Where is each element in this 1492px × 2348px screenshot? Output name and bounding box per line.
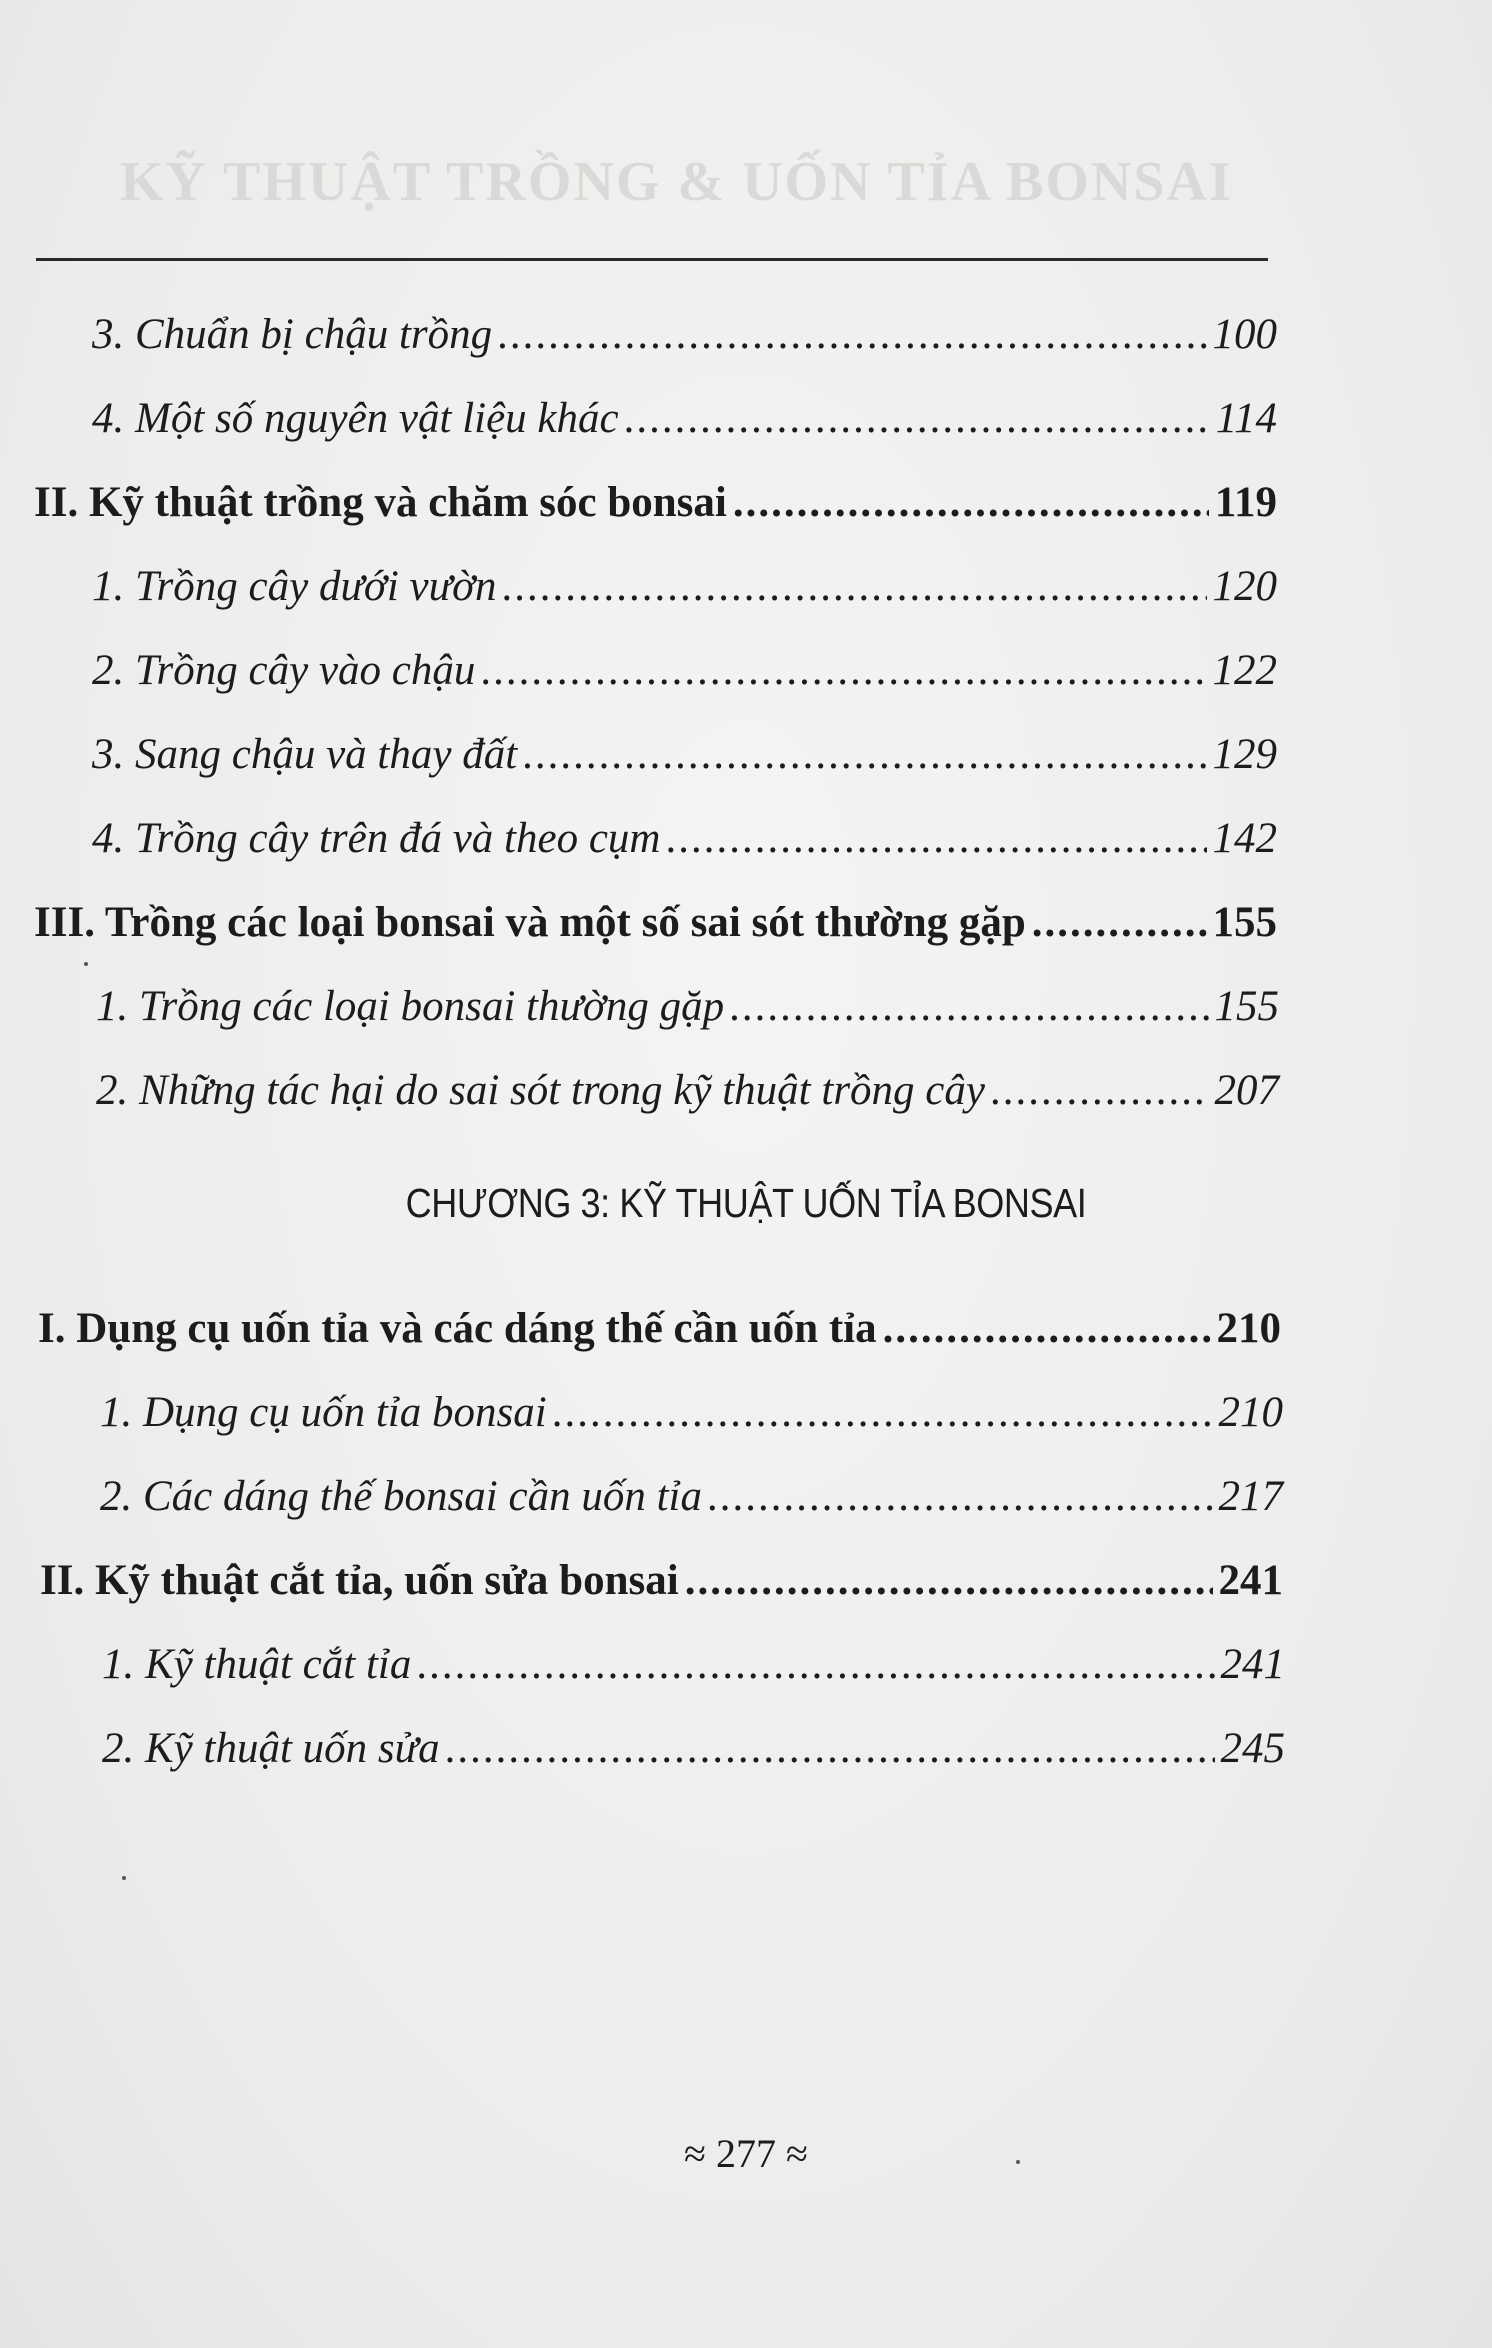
print-speck [1016, 2160, 1020, 2164]
toc-entry-page: 129 [1212, 731, 1277, 778]
toc-entry-page: 210 [1218, 1389, 1283, 1436]
toc-entry-label: 2. Những tác hại do sai sót trong kỹ thuật trồng cây [96, 1067, 985, 1114]
toc-entry-page: 210 [1216, 1305, 1281, 1352]
toc-entry-label: I. Dụng cụ uốn tỉa và các dáng thế cần uốn tỉa [38, 1305, 877, 1352]
dot-leader [446, 1724, 1215, 1773]
dot-leader [666, 814, 1206, 863]
toc-entry [92, 646, 1277, 695]
toc-entry [92, 814, 1277, 863]
print-speck [122, 1876, 126, 1880]
dot-leader [991, 1066, 1209, 1115]
dot-leader [1032, 898, 1207, 947]
toc-entry [100, 1388, 1283, 1437]
toc-entry-page: 120 [1212, 563, 1277, 610]
dot-leader [730, 982, 1208, 1031]
toc-entry-page: 155 [1212, 899, 1277, 946]
toc-entry [40, 1556, 1283, 1605]
toc-entry-label: 2. Các dáng thế bonsai cần uốn tỉa [100, 1473, 702, 1520]
toc-entry-page: 119 [1214, 479, 1277, 526]
toc-entry-page: 155 [1214, 983, 1279, 1030]
toc-entry [100, 1472, 1283, 1521]
toc-entry-label: 1. Trồng cây dưới vườn [92, 563, 497, 610]
toc-entry-page: 241 [1220, 1641, 1285, 1688]
toc-entry-label: 1. Kỹ thuật cắt tỉa [102, 1641, 412, 1688]
dot-leader [498, 310, 1206, 359]
dot-leader [523, 730, 1206, 779]
toc-entry-label: III. Trồng các loại bonsai và một số sai sót thường gặp [34, 899, 1026, 946]
toc-entry-label: 2. Trồng cây vào chậu [92, 647, 476, 694]
dot-leader [553, 1388, 1213, 1437]
toc-entry-page: 207 [1214, 1067, 1279, 1114]
toc-entry-label: 4. Trồng cây trên đá và theo cụm [92, 815, 661, 862]
toc-entry [92, 394, 1277, 443]
dot-leader [625, 394, 1210, 443]
toc-entry-label: II. Kỹ thuật cắt tỉa, uốn sửa bonsai [40, 1557, 679, 1604]
toc-entry [96, 1066, 1279, 1115]
dot-leader [733, 478, 1209, 527]
toc-entry-page: 122 [1212, 647, 1277, 694]
toc-entry-label: II. Kỹ thuật trồng và chăm sóc bonsai [34, 479, 727, 526]
toc-entry [102, 1724, 1285, 1773]
toc-entry-label: 3. Chuẩn bị chậu trồng [92, 311, 493, 358]
toc-entry [92, 562, 1277, 611]
toc-entry-page: 217 [1218, 1473, 1283, 1520]
header-rule [36, 258, 1268, 261]
page-number: ≈ 277 ≈ [684, 2131, 808, 2176]
toc-entry [34, 478, 1277, 527]
toc-entry [34, 898, 1277, 947]
toc-entry-label: 2. Kỹ thuật uốn sửa [102, 1725, 440, 1772]
chapter-heading: CHƯƠNG 3: KỸ THUẬT UỐN TỈA BONSAI [405, 1180, 1087, 1226]
toc-entry-page: 114 [1215, 395, 1277, 442]
toc-entry-label: 3. Sang chậu và thay đất [92, 731, 518, 778]
toc-entry-label: 1. Dụng cụ uốn tỉa bonsai [100, 1389, 547, 1436]
print-speck [84, 962, 88, 966]
dot-leader [708, 1472, 1213, 1521]
dot-leader [883, 1304, 1211, 1353]
toc-entry [102, 1640, 1285, 1689]
toc-entry-label: 4. Một số nguyên vật liệu khác [92, 395, 619, 442]
toc-entry [92, 310, 1277, 359]
toc-entry-page: 241 [1218, 1557, 1283, 1604]
toc-entry [96, 982, 1279, 1031]
dot-leader [481, 646, 1206, 695]
toc-entry [92, 730, 1277, 779]
dot-leader [417, 1640, 1214, 1689]
dot-leader [503, 562, 1207, 611]
show-through-header: KỸ THUẬT TRỒNG & UỐN TỈA BONSAI [120, 151, 1233, 213]
toc-entry-page: 100 [1212, 311, 1277, 358]
toc-entry-label: 1. Trồng các loại bonsai thường gặp [96, 983, 725, 1030]
toc-entry-page: 142 [1212, 815, 1277, 862]
toc-entry-page: 245 [1220, 1725, 1285, 1772]
toc-entry [38, 1304, 1281, 1353]
dot-leader [685, 1556, 1213, 1605]
